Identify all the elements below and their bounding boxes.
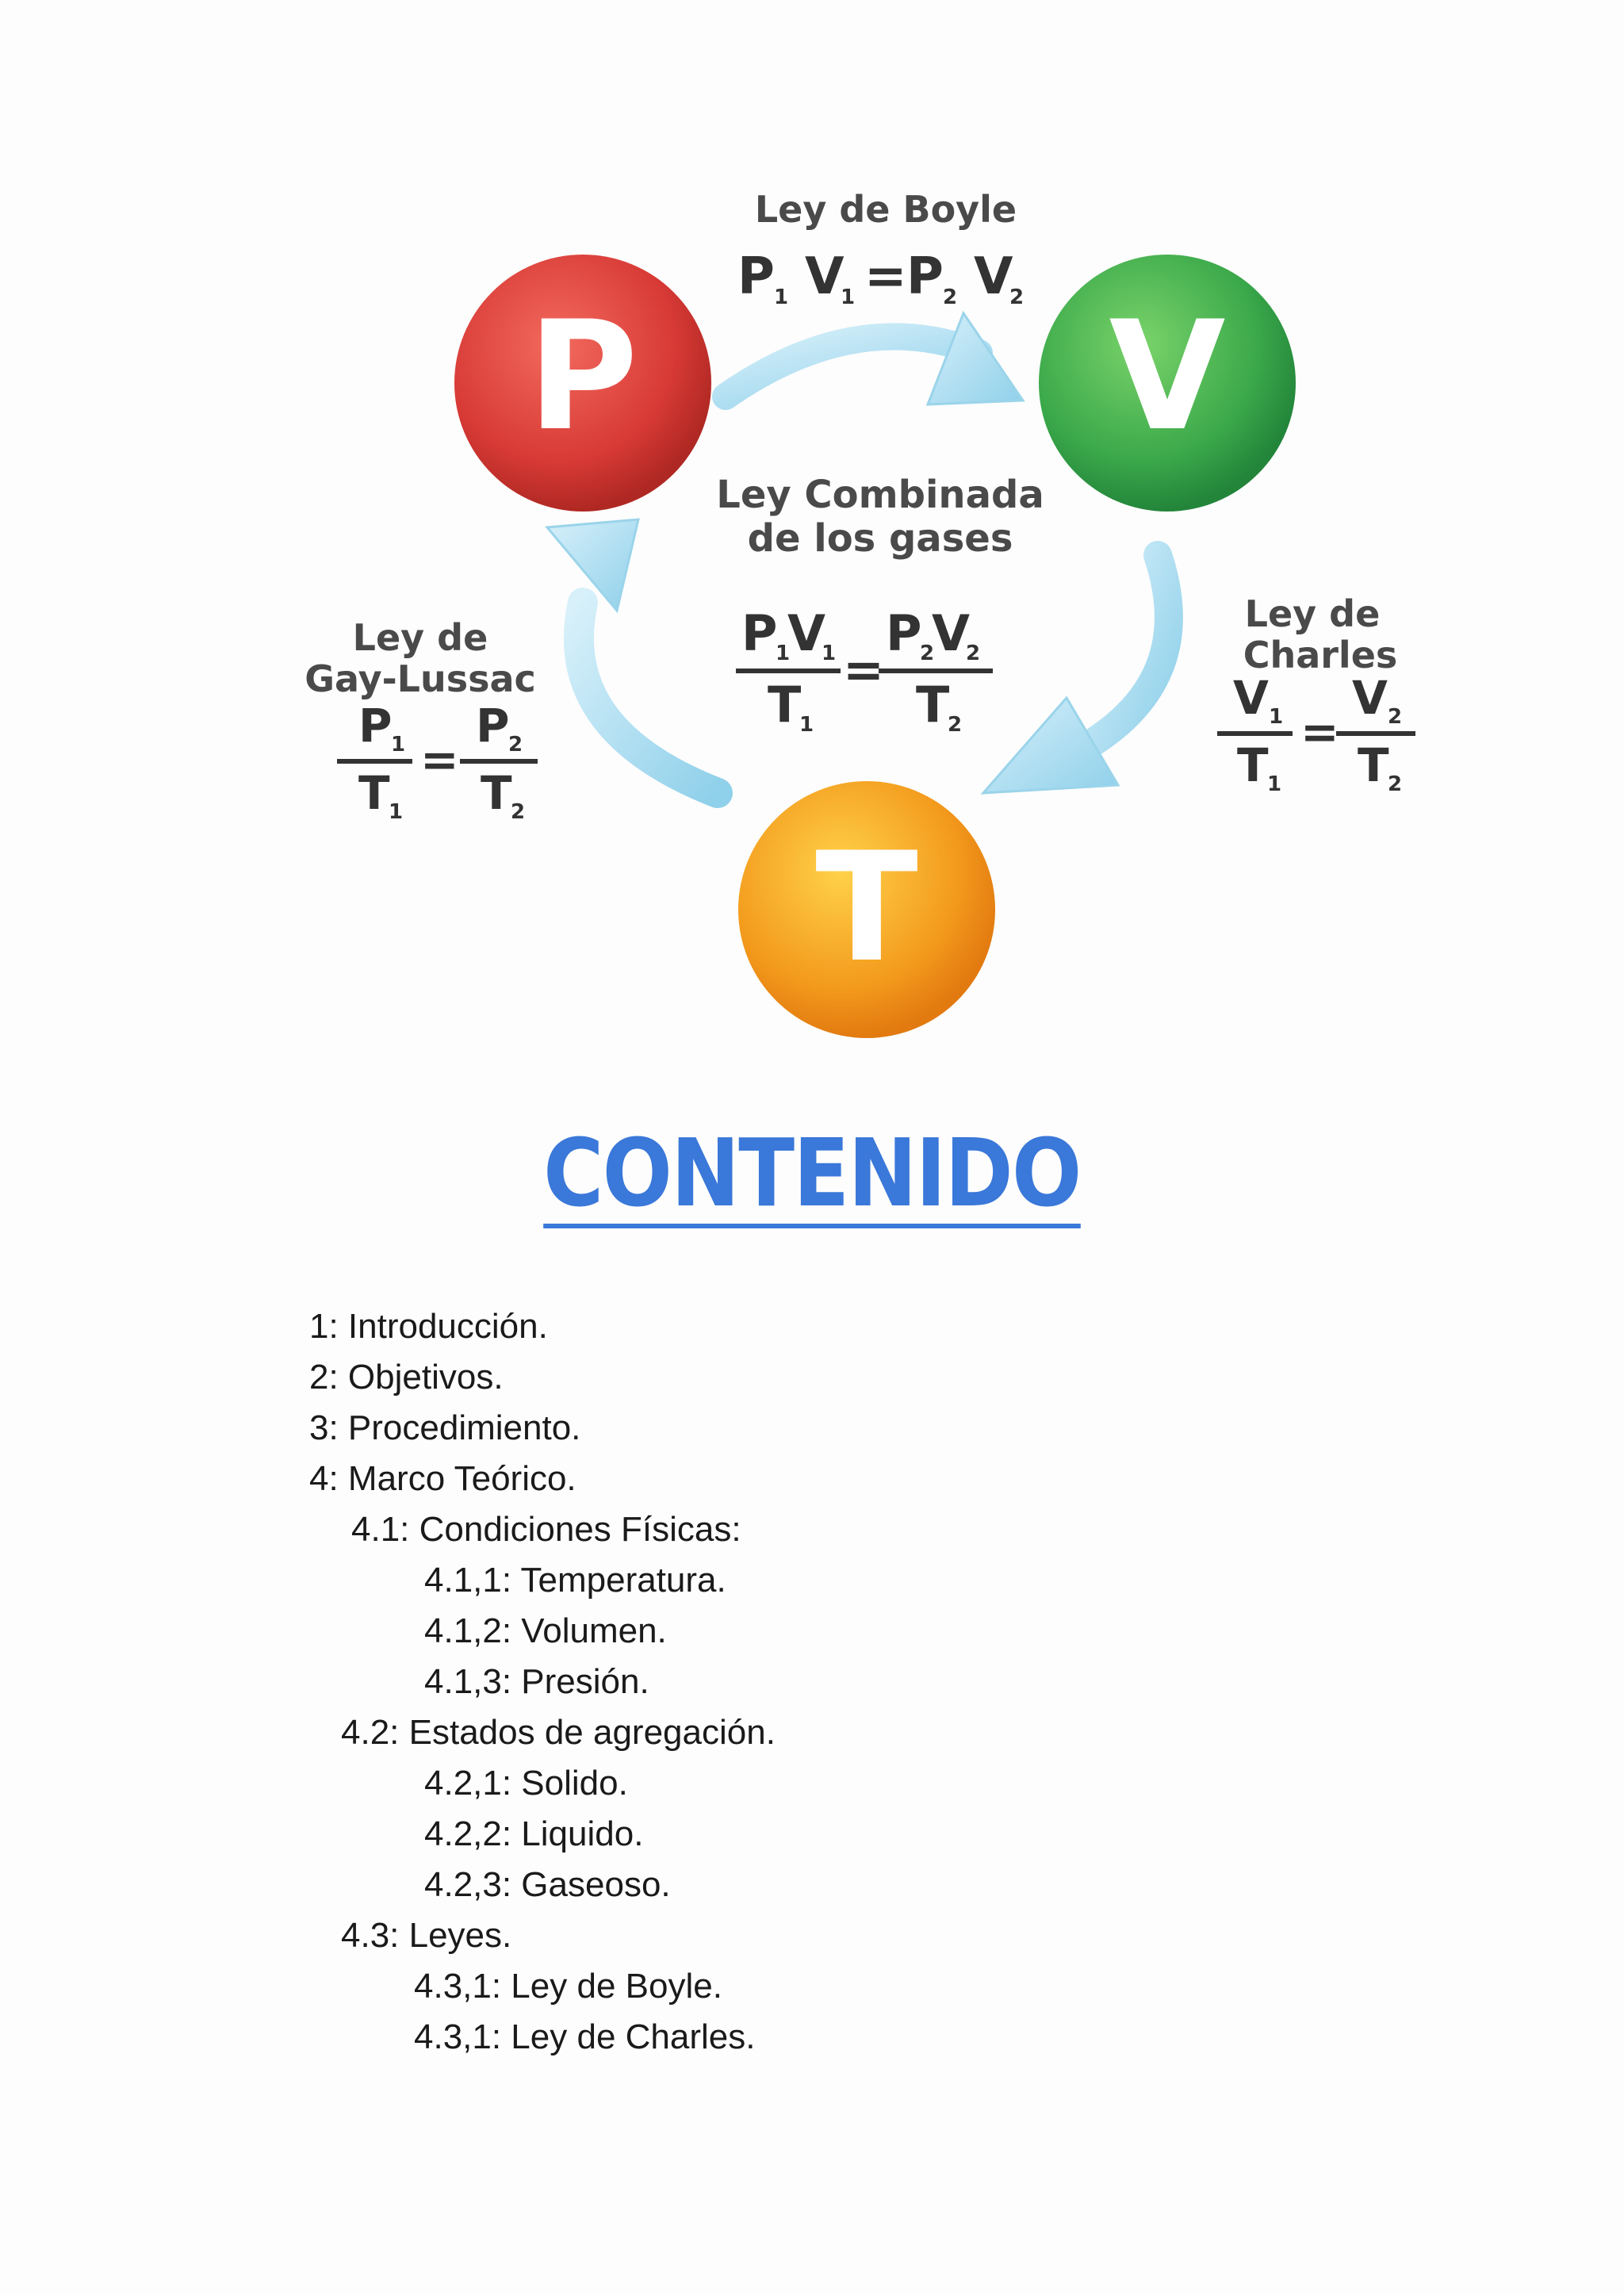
svg-text:2: 2	[920, 642, 935, 665]
toc-item: 4.3,1: Ley de Boyle.	[414, 1967, 722, 2006]
svg-text:2: 2	[1388, 772, 1403, 796]
boyle-equation	[737, 247, 1024, 309]
svg-text:V: V	[1233, 671, 1269, 725]
svg-text:2: 2	[966, 642, 981, 665]
gay-lussac-equation	[337, 699, 538, 824]
toc-item: 4.2: Estados de agregación.	[341, 1713, 776, 1752]
toc-item: 4.2,3: Gaseoso.	[424, 1865, 671, 1904]
svg-text:T: T	[481, 766, 512, 820]
svg-text:V: V	[787, 604, 825, 662]
svg-text:1: 1	[776, 642, 791, 665]
gay-lussac-title-line1: Ley de	[352, 616, 488, 659]
svg-text:V: V	[932, 604, 970, 662]
contents-title-wrap	[0, 1118, 1624, 1228]
toc-item: 4.1,1: Temperatura.	[424, 1561, 726, 1600]
svg-text:=: =	[420, 733, 459, 787]
svg-text:=: =	[1300, 705, 1339, 759]
svg-text:1: 1	[1269, 705, 1284, 729]
charles-title-line1: Ley de	[1244, 592, 1381, 635]
toc-item: 4.2,2: Liquido.	[424, 1814, 644, 1853]
combined-title-line2: de los gases	[747, 516, 1013, 561]
svg-text:P: P	[906, 247, 944, 306]
pressure-node	[454, 255, 711, 511]
gay-lussac-title-line2: Gay-Lussac	[304, 657, 536, 700]
charles-title-line2: Charles	[1243, 634, 1398, 676]
svg-text:P: P	[358, 699, 393, 753]
svg-text:P: P	[527, 289, 638, 464]
svg-text:T: T	[1358, 738, 1389, 792]
svg-text:T: T	[358, 766, 390, 820]
svg-text:1: 1	[841, 285, 856, 309]
svg-text:1: 1	[389, 800, 404, 824]
svg-text:V: V	[1352, 671, 1388, 725]
temperature-node	[738, 781, 995, 1038]
svg-text:2: 2	[1009, 285, 1025, 309]
svg-text:=: =	[843, 641, 884, 699]
svg-text:2: 2	[511, 800, 526, 824]
toc-item: 4.1,3: Presión.	[424, 1662, 649, 1701]
pvt-gas-laws-diagram	[0, 0, 1624, 1055]
boyle-title: Ley de Boyle	[754, 188, 1017, 231]
svg-text:P: P	[476, 699, 510, 753]
toc-item: 4.2,1: Solido.	[424, 1764, 628, 1803]
contents-title: CONTENIDO	[543, 1118, 1081, 1228]
svg-text:2: 2	[948, 713, 963, 737]
toc-item: 4: Marco Teórico.	[309, 1459, 576, 1498]
combined-equation	[736, 604, 993, 737]
volume-node	[1039, 255, 1296, 511]
svg-text:P: P	[737, 247, 775, 306]
svg-text:V: V	[974, 247, 1013, 306]
toc-item: 4.1,2: Volumen.	[424, 1611, 667, 1650]
toc-item: 1: Introducción.	[309, 1307, 548, 1346]
svg-text:2: 2	[943, 285, 958, 309]
svg-text:V: V	[805, 247, 845, 306]
arrow-t-to-p	[547, 519, 718, 793]
svg-text:1: 1	[1267, 772, 1282, 796]
svg-text:1: 1	[799, 713, 814, 737]
svg-text:1: 1	[774, 285, 789, 309]
combined-title-line1: Ley Combinada	[716, 473, 1044, 517]
arrow-v-to-t	[983, 555, 1169, 793]
svg-text:2: 2	[508, 733, 523, 757]
svg-text:1: 1	[391, 733, 406, 757]
charles-equation	[1217, 671, 1415, 796]
svg-text:T: T	[768, 676, 802, 734]
svg-text:1: 1	[822, 642, 837, 665]
svg-text:P: P	[741, 604, 778, 662]
svg-text:V: V	[1109, 289, 1226, 464]
toc-item: 4.3,1: Ley de Charles.	[414, 2017, 756, 2056]
svg-text:T: T	[916, 676, 950, 734]
svg-text:T: T	[815, 820, 918, 995]
toc-item: 3: Procedimiento.	[309, 1408, 581, 1447]
svg-text:=: =	[864, 247, 907, 306]
svg-text:P: P	[886, 604, 922, 662]
arrow-p-to-v	[726, 313, 1023, 404]
toc-item: 4.1: Condiciones Físicas:	[351, 1510, 741, 1549]
toc-item: 2: Objetivos.	[309, 1358, 504, 1397]
toc-item: 4.3: Leyes.	[341, 1916, 512, 1955]
svg-text:T: T	[1237, 738, 1269, 792]
svg-text:2: 2	[1388, 705, 1403, 729]
